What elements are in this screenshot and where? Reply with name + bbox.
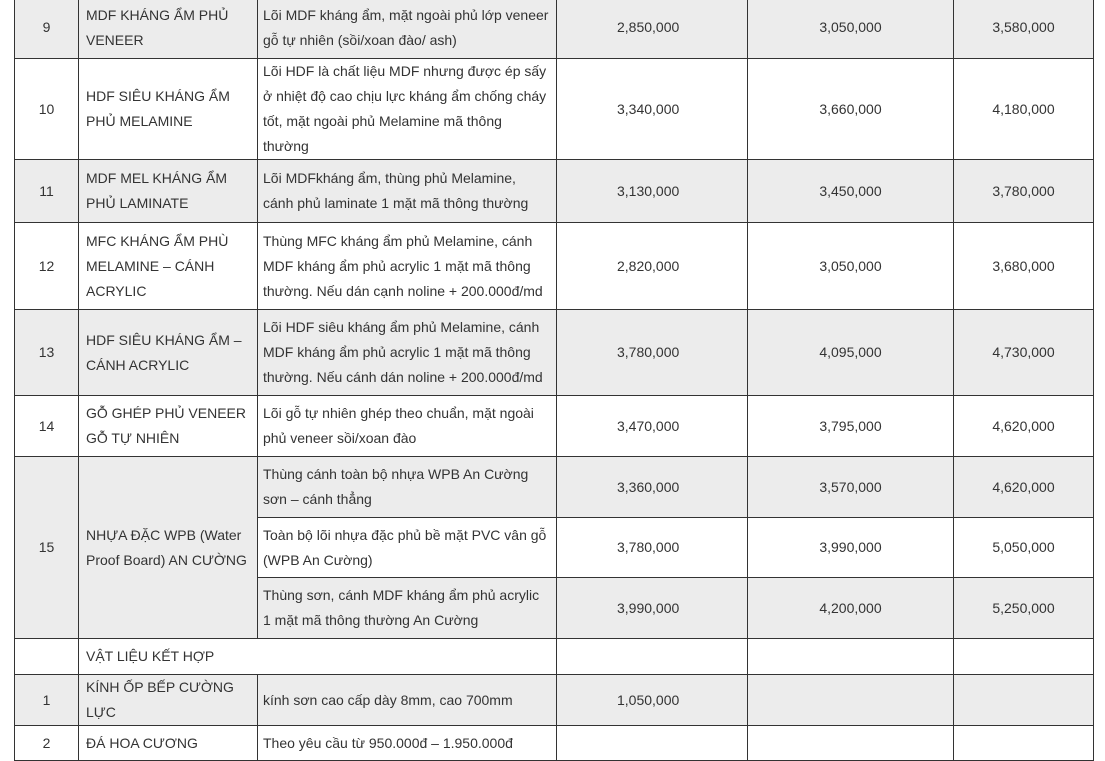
price-col-1 [557,639,748,675]
price-col-2: 3,660,000 [748,59,954,160]
table-row [15,223,1094,310]
price-col-3 [954,675,1094,726]
price-col-3 [954,726,1094,761]
material-name: ĐÁ HOA CƯƠNG [79,726,258,761]
price-col-2: 3,570,000 [748,457,954,518]
price-col-1: 3,470,000 [557,396,748,457]
table-row [15,396,1094,457]
price-col-2: 3,795,000 [748,396,954,457]
row-number: 15 [15,457,79,639]
material-description: Thùng sơn, cánh MDF kháng ẩm phủ acrylic 1 mặt mã thông thường An Cường [258,578,557,639]
price-col-1: 3,130,000 [557,160,748,223]
section-heading: VẬT LIỆU KẾT HỢP [79,639,557,675]
material-name: MDF KHÁNG ẨM PHỦ VENEER [79,0,258,59]
material-description: kính sơn cao cấp dày 8mm, cao 700mm [258,675,557,726]
material-name: KÍNH ỐP BẾP CƯỜNG LỰC [79,675,258,726]
row-number: 13 [15,310,79,396]
material-description: Lõi MDFkháng ẩm, thùng phủ Melamine, cánh phủ laminate 1 mặt mã thông thường [258,160,557,223]
price-col-1: 1,050,000 [557,675,748,726]
section-row [15,639,1094,675]
price-col-2 [748,726,954,761]
price-col-1: 3,340,000 [557,59,748,160]
price-col-3: 5,250,000 [954,578,1094,639]
price-col-1: 2,850,000 [557,0,748,59]
row-number: 2 [15,726,79,761]
price-col-1: 3,990,000 [557,578,748,639]
row-number: 11 [15,160,79,223]
price-col-3: 4,620,000 [954,396,1094,457]
price-col-2: 3,050,000 [748,223,954,310]
table-row [15,160,1094,223]
table-row [15,59,1094,160]
price-col-3: 4,730,000 [954,310,1094,396]
price-col-2: 3,450,000 [748,160,954,223]
material-name: GỖ GHÉP PHỦ VENEER GỖ TỰ NHIÊN [79,396,258,457]
material-description: Thùng MFC kháng ẩm phủ Melamine, cánh MDF kháng ẩm phủ acrylic 1 mặt mã thông thường. Nếu dán cạnh noline + 200.000đ/md [258,223,557,310]
price-col-3: 4,180,000 [954,59,1094,160]
material-name: MDF MEL KHÁNG ẨM PHỦ LAMINATE [79,160,258,223]
row-number: 10 [15,59,79,160]
price-col-1: 2,820,000 [557,223,748,310]
price-col-2: 4,200,000 [748,578,954,639]
row-number: 12 [15,223,79,310]
price-col-1: 3,780,000 [557,310,748,396]
table-row [15,0,1094,59]
row-number: 9 [15,0,79,59]
price-col-2: 3,050,000 [748,0,954,59]
material-name: HDF SIÊU KHÁNG ẨM – CÁNH ACRYLIC [79,310,258,396]
price-col-1: 3,780,000 [557,518,748,578]
material-description: Lõi HDF là chất liệu MDF nhưng được ép sấy ở nhiệt độ cao chịu lực kháng ẩm chống cháy tốt, mặt ngoài phủ Melamine mã thông thường [258,59,557,160]
material-description: Toàn bộ lõi nhựa đặc phủ bề mặt PVC vân gỗ (WPB An Cường) [258,518,557,578]
price-col-2: 3,990,000 [748,518,954,578]
row-number-empty [15,639,79,675]
material-name: HDF SIÊU KHÁNG ẨM PHỦ MELAMINE [79,59,258,160]
material-description: Lõi HDF siêu kháng ẩm phủ Melamine, cánh MDF kháng ẩm phủ acrylic 1 mặt mã thông thường. Nếu cánh dán noline + 200.000đ/md [258,310,557,396]
row-number: 14 [15,396,79,457]
material-name: MFC KHÁNG ẨM PHÙ MELAMINE – CÁNH ACRYLIC [79,223,258,310]
table-row [15,457,1094,518]
price-col-1 [557,726,748,761]
price-col-1: 3,360,000 [557,457,748,518]
material-description: Theo yêu cầu từ 950.000đ – 1.950.000đ [258,726,557,761]
price-col-3: 3,580,000 [954,0,1094,59]
price-col-3: 3,780,000 [954,160,1094,223]
material-description: Thùng cánh toàn bộ nhựa WPB An Cường sơn – cánh thẳng [258,457,557,518]
price-col-3 [954,639,1094,675]
material-description: Lõi gỗ tự nhiên ghép theo chuẩn, mặt ngoài phủ veneer sồi/xoan đào [258,396,557,457]
price-col-3: 4,620,000 [954,457,1094,518]
price-table [14,0,1094,761]
price-col-2 [748,639,954,675]
row-number: 1 [15,675,79,726]
material-description: Lõi MDF kháng ẩm, mặt ngoài phủ lớp veneer gỗ tự nhiên (sồi/xoan đào/ ash) [258,0,557,59]
price-col-2 [748,675,954,726]
table-row [15,726,1094,761]
table-row [15,310,1094,396]
material-name: NHỰA ĐẶC WPB (Water Proof Board) AN CƯỜNG [79,457,258,639]
price-col-3: 5,050,000 [954,518,1094,578]
table-row [15,675,1094,726]
price-col-3: 3,680,000 [954,223,1094,310]
price-col-2: 4,095,000 [748,310,954,396]
